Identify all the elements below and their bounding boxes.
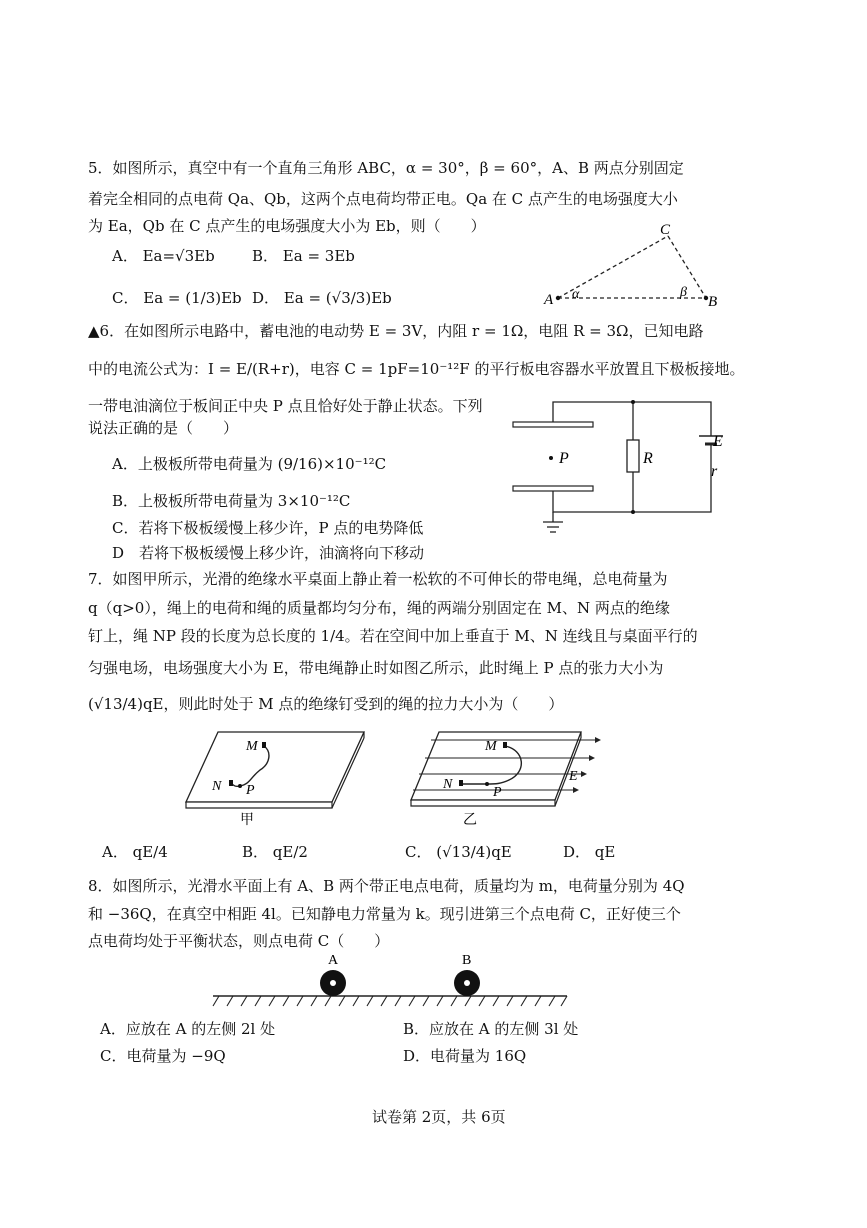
- q7-stem-line4: 匀强电场，电场强度大小为 E，带电绳静止时如图乙所示，此时绳上 P 点的张力大小为: [88, 659, 664, 677]
- q6-label-p: P: [559, 450, 569, 467]
- q5-label-alpha: α: [572, 287, 580, 302]
- q6-label-e: E: [713, 433, 723, 450]
- q7-option-a: A． qE/4: [102, 843, 168, 861]
- q5-label-b: B: [708, 294, 718, 310]
- q5-option-b: B． Ea = 3Eb: [252, 247, 355, 265]
- q7-jia-label-m: M: [246, 739, 258, 754]
- q8-stem-line1: 8．如图所示，光滑水平面上有 A、B 两个带正电点电荷，质量均为 m，电荷量分别为 4Q: [88, 877, 685, 895]
- q7-jia-label-n: N: [212, 779, 222, 794]
- q8-option-d: D．电荷量为 16Q: [403, 1047, 527, 1065]
- q7-yi-caption: 乙: [463, 813, 477, 828]
- q6-option-c: C．若将下极板缓慢上移少许，P 点的电势降低: [112, 519, 424, 537]
- q6-circuit-figure: [505, 392, 755, 552]
- q8-stem-line3: 点电荷均处于平衡状态，则点电荷 C（ ）: [88, 932, 390, 950]
- q7-stem-line5: (√13/4)qE，则此时处于 M 点的绝缘钉受到的绳的拉力大小为（ ）: [88, 695, 564, 713]
- q8-label-b: B: [462, 953, 472, 968]
- q5-stem-line2: 着完全相同的点电荷 Qa、Qb，这两个点电荷均带正电。Qa 在 C 点产生的电场强度大小: [88, 190, 678, 208]
- q7-jia-caption: 甲: [240, 813, 254, 828]
- q7-figure-yi: [405, 728, 610, 828]
- q7-jia-label-p: P: [246, 783, 255, 798]
- q6-stem-line3: 一带电油滴位于板间正中央 P 点且恰好处于静止状态。下列: [88, 397, 483, 415]
- q5-label-a: A: [544, 292, 554, 308]
- q6-stem-line1: ▲6．在如图所示电路中，蓄电池的电动势 E = 3V，内阻 r = 1Ω，电阻 R = 3Ω，已知电路: [88, 322, 704, 340]
- q5-stem-line1: 5．如图所示，真空中有一个直角三角形 ABC，α = 30°，β = 60°，A、B 两点分别固定: [88, 159, 684, 177]
- q8-option-b: B．应放在 A 的左侧 3l 处: [403, 1020, 579, 1038]
- q7-yi-label-p: P: [493, 785, 502, 800]
- q6-stem-line4: 说法正确的是（ ）: [88, 419, 239, 437]
- q8-label-a: A: [328, 953, 339, 968]
- q8-stem-line2: 和 −36Q，在真空中相距 4l。已知静电力常量为 k。现引进第三个点电荷 C，正好使三个: [88, 905, 681, 923]
- q5-option-c: C． Ea = (1/3)Eb: [112, 289, 242, 307]
- q5-option-d: D． Ea = (√3/3)Eb: [252, 289, 392, 307]
- q8-option-c: C．电荷量为 −9Q: [100, 1047, 226, 1065]
- q6-label-r-internal: r: [711, 463, 718, 480]
- q7-stem-line1: 7．如图甲所示，光滑的绝缘水平桌面上静止着一松软的不可伸长的带电绳，总电荷量为: [88, 570, 668, 588]
- q7-yi-label-m: M: [485, 739, 497, 754]
- q8-option-a: A．应放在 A 的左侧 2l 处: [100, 1020, 276, 1038]
- q7-option-d: D． qE: [563, 843, 616, 861]
- q6-option-a: A．上极板所带电荷量为 (9/16)×10⁻¹²C: [112, 455, 387, 473]
- q5-label-c: C: [660, 222, 671, 238]
- q7-option-c: C． (√13/4)qE: [405, 843, 512, 861]
- q5-stem-line3: 为 Ea，Qb 在 C 点产生的电场强度大小为 Eb，则（ ）: [88, 217, 486, 235]
- q6-stem-line2: 中的电流公式为：I = E/(R+r)，电容 C = 1pF=10⁻¹²F 的平行板电容器水平放置且下极板接地。: [88, 360, 745, 378]
- q5-option-a: A． Ea=√3Eb: [112, 247, 215, 265]
- q7-stem-line2: q（q>0），绳上的电荷和绳的质量都均匀分布，绳的两端分别固定在 M、N 两点的绝缘: [88, 599, 670, 617]
- q7-yi-label-e: E: [569, 769, 578, 784]
- q7-figure-jia: [180, 728, 370, 828]
- q6-option-d: D 若将下极板缓慢上移少许，油滴将向下移动: [112, 544, 425, 562]
- q5-triangle-figure: [540, 222, 730, 312]
- q7-yi-label-n: N: [443, 777, 453, 792]
- q6-option-b: B．上极板所带电荷量为 3×10⁻¹²C: [112, 492, 351, 510]
- q8-charges-figure: [205, 948, 575, 1010]
- page-footer: 试卷第 2页，共 6页: [372, 1108, 506, 1126]
- q6-label-r-resistor: R: [643, 450, 653, 467]
- q5-label-beta: β: [680, 285, 687, 300]
- q7-option-b: B． qE/2: [242, 843, 308, 861]
- q7-stem-line3: 钉上，绳 NP 段的长度为总长度的 1/4。若在空间中加上垂直于 M、N 连线且与桌面平行的: [88, 627, 698, 645]
